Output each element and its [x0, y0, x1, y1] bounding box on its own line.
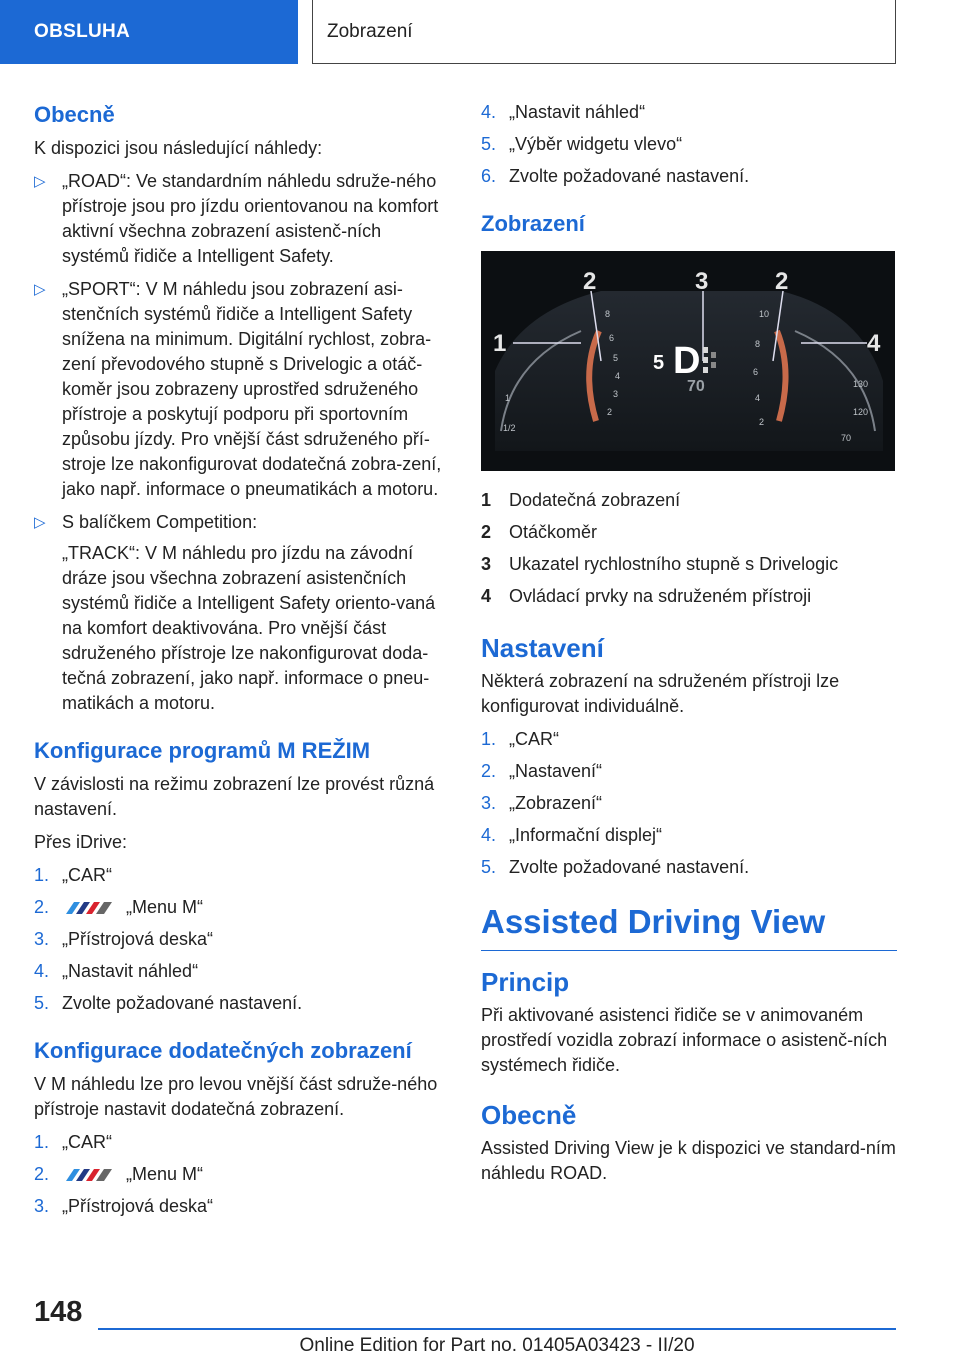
extra-steps [34, 1130, 450, 1219]
right-tick: 4 [755, 393, 761, 403]
list-item: 5. Zvolte požadované nastavení. [34, 993, 303, 1013]
callout-4: 4 [867, 330, 881, 357]
figure-legend [481, 488, 897, 609]
right-readout: 70 [841, 433, 852, 443]
heading-mode-config: Konfigurace programů M REŽIM [34, 738, 371, 763]
right-column [481, 100, 897, 1194]
list-item: 6. Zvolte požadované nastavení. [481, 166, 750, 186]
left-tick: 8 [605, 309, 611, 319]
settings-steps [481, 727, 897, 880]
right-tick: 10 [759, 309, 770, 319]
heading-principle: Princip [481, 967, 570, 997]
list-item: 2. „Menu M“ [34, 1164, 204, 1184]
right-tick: 2 [759, 417, 765, 427]
list-item: 4 Ovládací prvky na sdruženém přístroji [481, 586, 812, 606]
callout-3: 3 [695, 268, 709, 295]
left-tick: 1 [505, 393, 511, 403]
list-item: 3 Ukazatel rychlostního stupně s Drivelogic [481, 554, 839, 574]
triangle-bullet-icon: ▷ [34, 281, 46, 298]
heading-general: Obecně [34, 102, 115, 127]
heading-extra-config: Konfigurace dodatečných zobrazení [34, 1038, 412, 1063]
list-item: 3. „Zobrazení“ [481, 793, 603, 813]
list-item: 4. „Nastavit náhled“ [34, 961, 199, 981]
mode-para-1: V závislosti na režimu zobrazení lze provést různá nastavení. [34, 774, 435, 819]
left-tick: 1/2 [503, 423, 516, 433]
gear-indicator: D [673, 340, 701, 382]
competition-text: „TRACK“: V M náhledu pro jízdu na závodní dráze jsou všechna zobrazení asistenčních systémů řidiče a Intelligent Safety oriento‐vaná na komfort deaktivována. Pro vnější část sdruženého přístroje lze nakonfigurovat doda‐tečná zobrazení, jako např. informace o pneu‐matikách a motoru. [62, 543, 436, 713]
list-item: ▷ „SPORT“: V M náhledu jsou zobrazení asi‐stenčních systémů řidiče a Intelligent Safety snížena na minimum. Digitální rychlost, zobra‐zení převodového stupně s Drivelogic a otáč‐koměr jsou zobrazeny uprostřed sdruženého přístroje a poskytují podporu při sportovním způsobu jízdy. Pro vnější část sdruženého pří‐stroje lze nakonfigurovat dodatečná zobra‐zení, jako např. informace o pneumatikách a motoru. [34, 279, 442, 499]
mode-para-2: Přes iDrive: [34, 832, 128, 852]
list-item: 4. „Informační displej“ [481, 825, 663, 845]
list-item: 1. „CAR“ [481, 729, 559, 749]
mode-steps [34, 863, 450, 1016]
list-item: 1. „CAR“ [34, 1132, 112, 1152]
left-tick: 2 [607, 407, 613, 417]
section-tab: OBSLUHA [0, 0, 298, 64]
left-tick: 4 [615, 371, 621, 381]
triangle-bullet-icon: ▷ [34, 173, 46, 190]
footer-edition: Online Edition for Part no. 01405A03423 - II/20 [299, 1335, 695, 1356]
list-item: 2 Otáčkoměr [481, 522, 598, 542]
list-item: 3. „Přístrojová deska“ [34, 929, 214, 949]
list-item: 3. „Přístrojová deska“ [34, 1196, 214, 1216]
general2-para: Assisted Driving View je k dispozici ve standard‐ním náhledu ROAD. [481, 1138, 896, 1183]
m-logo-icon [62, 900, 114, 916]
cont-steps [481, 100, 897, 189]
list-item: 1 Dodatečná zobrazení [481, 490, 681, 510]
list-item: 5. Zvolte požadované nastavení. [481, 857, 750, 877]
right-readout: 130 [853, 379, 869, 389]
left-tick: 5 [613, 353, 619, 363]
principle-para: Při aktivované asistenci řidiče se v animovaném prostředí vozidla zobrazí informace o asistenč‐ních systémech řidiče. [481, 1005, 888, 1075]
speed-readout: 70 [687, 378, 705, 395]
right-tick: 6 [753, 367, 759, 377]
list-item: ▷ S balíčkem Competition: „TRACK“: V M náhledu pro jízdu na závodní dráze jsou všechna zobrazení asistenčních systémů řidiče a Intelligent Safety oriento‐vaná na komfort deaktivována. Pro vnější část sdruženého přístroje lze nakonfigurovat doda‐tečná zobrazení, jako např. informace o pneu‐matikách a motoru. [34, 510, 450, 716]
right-tick: 8 [755, 339, 761, 349]
extra-para: V M náhledu lze pro levou vnější část sdruže‐ného přístroje nastavit dodatečná zobrazení. [34, 1074, 438, 1119]
instrument-cluster-figure [481, 251, 895, 471]
view-list [34, 169, 450, 716]
list-item: 5. „Výběr widgetu vlevo“ [481, 134, 683, 154]
gear-prefix: 5 [653, 352, 665, 374]
left-tick: 6 [609, 333, 615, 343]
settings-para: Některá zobrazení na sdruženém přístroji lze konfigurovat individuálně. [481, 671, 840, 716]
list-item: 2. „Nastavení“ [481, 761, 603, 781]
callout-2-left: 2 [583, 268, 597, 295]
heading-assisted-driving-view: Assisted Driving View [481, 900, 897, 951]
heading-general-2: Obecně [481, 1100, 577, 1130]
general-intro: K dispozici jsou následující náhledy: [34, 138, 323, 158]
left-tick: 3 [613, 389, 619, 399]
list-item: 4. „Nastavit náhled“ [481, 102, 646, 122]
heading-display: Zobrazení [481, 211, 585, 236]
chapter-title: Zobrazení [312, 0, 896, 64]
heading-settings: Nastavení [481, 633, 604, 663]
callout-2-right: 2 [775, 268, 789, 295]
list-item: 2. „Menu M“ [34, 897, 204, 917]
list-item: ▷ „ROAD“: Ve standardním náhledu sdruže‐ného přístroje jsou pro jízdu orientovanou na komfort aktivní všechna zobrazení asistenč‐ních systémů řidiče a Intelligent Safety. [34, 171, 439, 266]
callout-1: 1 [493, 330, 507, 357]
right-readout: 120 [853, 407, 869, 417]
list-item: 1. „CAR“ [34, 865, 112, 885]
page-number: 148 [34, 1296, 83, 1328]
m-logo-icon [62, 1167, 114, 1183]
left-column [34, 100, 450, 1227]
triangle-bullet-icon: ▷ [34, 514, 46, 531]
